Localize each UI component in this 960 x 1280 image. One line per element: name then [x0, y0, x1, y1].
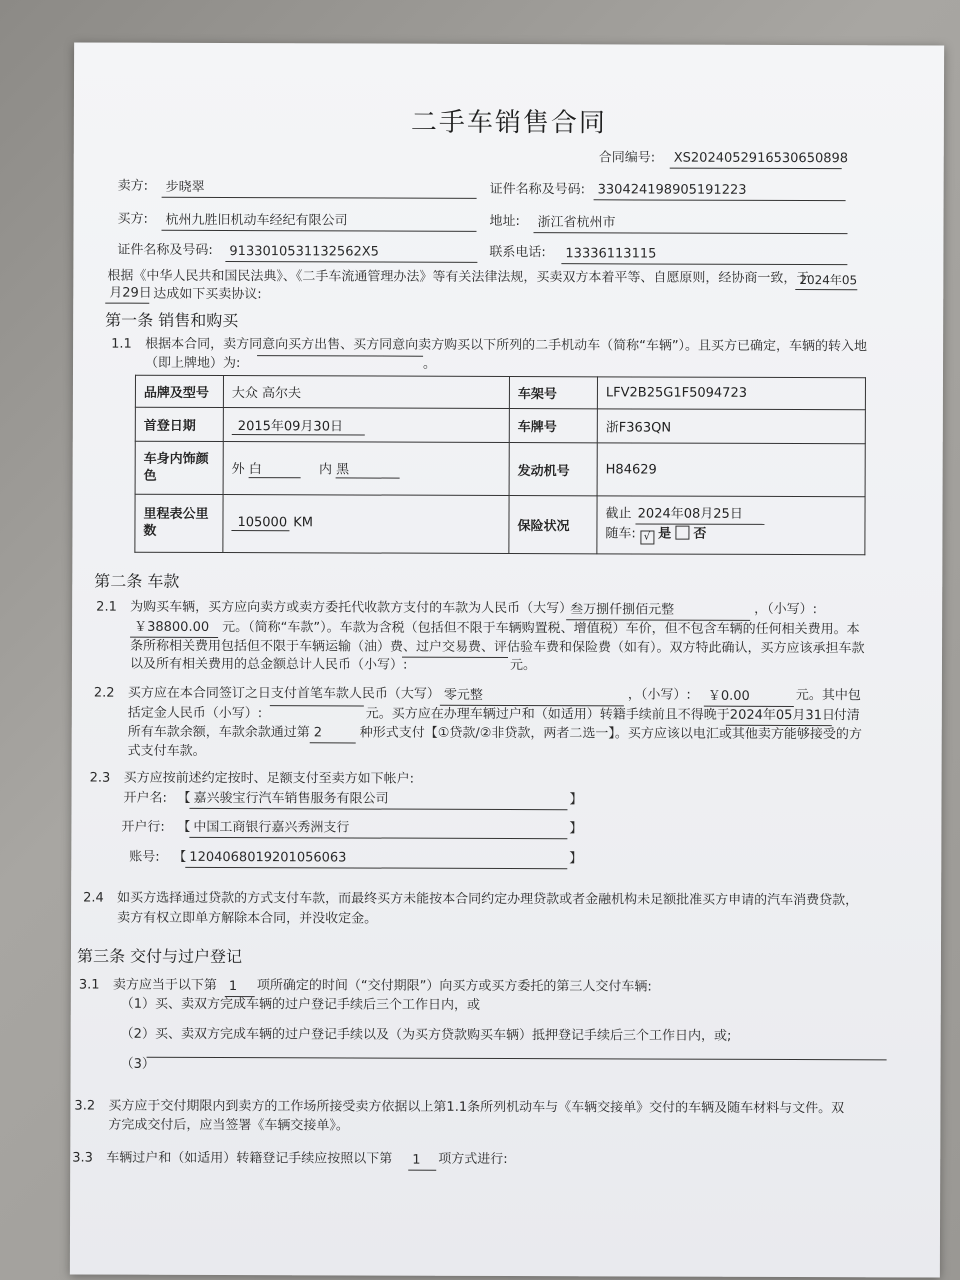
- acct-no-bracket-open: 【: [173, 849, 187, 865]
- deposit-field[interactable]: [270, 705, 364, 706]
- article1-heading: 第一条 销售和购买: [105, 310, 239, 331]
- article3-heading: 第三条 交付与过户登记: [76, 946, 243, 967]
- vin-value: LFV2B25G1F5094723: [597, 377, 865, 410]
- seller-id-label: 证件名称及号码:: [489, 181, 586, 198]
- first-payment-small-field[interactable]: ￥0.00: [704, 688, 794, 707]
- insurance-cell: [597, 495, 865, 554]
- ins-with-label: 随车:: [605, 526, 636, 542]
- int-label: 内: [318, 462, 333, 478]
- vehicle-table: [134, 375, 866, 556]
- reg-date-label: 首登日期: [135, 407, 223, 441]
- buyer-phone-field[interactable]: 13336113115: [561, 245, 847, 265]
- p23-line1: 买方应按前述约定按时、足额支付至卖方如下帐户:: [123, 770, 415, 787]
- p24-num: 2.4: [83, 890, 104, 906]
- reg-date-cell: [223, 408, 509, 443]
- p24-line2: 卖方有权立即单方解除本合同，并没收定金。: [117, 910, 378, 927]
- p21-line4: 以及所有相关费用的总金额总计人民币（小写）:: [129, 656, 408, 673]
- p21-small-label: ，（小写）:: [754, 601, 818, 618]
- p11-num: 1.1: [111, 336, 132, 352]
- payment-method-field[interactable]: 2: [310, 724, 356, 743]
- p22-line4: 式支付车款。: [127, 743, 206, 759]
- engine-label: 发动机号: [509, 443, 597, 496]
- bank-label: 开户行:: [121, 819, 165, 835]
- ext-color-value[interactable]: 白: [249, 458, 301, 478]
- p21-line1: 为购买车辆，买方应向卖方或卖方委托代收款方支付的车款为人民币（大写）: [130, 599, 573, 617]
- p31-line1a: 卖方应当于以下第: [112, 977, 217, 993]
- p11-end: 。: [423, 356, 437, 372]
- contract-paper: [70, 42, 944, 1277]
- acct-no-label: 账号:: [129, 849, 160, 865]
- engine-value: H84629: [597, 443, 865, 496]
- p22-line3-end: 种形式支付【①贷款/②非贷款，两者二选一】。买方应该以电汇或其他卖方能够接受的方: [359, 725, 862, 743]
- plate-value: 浙F363QN: [597, 409, 865, 444]
- bank-field[interactable]: 中国工商银行嘉兴秀洲支行: [189, 819, 567, 839]
- preamble-date-b[interactable]: 月29日: [105, 285, 149, 304]
- buyer-phone-label: 联系电话:: [489, 244, 546, 261]
- p11-line2: （即上牌地）为:: [145, 355, 241, 372]
- p31-option3-field[interactable]: [147, 1057, 887, 1061]
- p21-line2: 元。（简称“车款”）。车款为含税（包括但不限于车辆购置税、增值税）车价，但不包含车辆的任何相关费用。本: [222, 620, 860, 638]
- p11-line1: 根据本合同，卖方同意向买方出售、买方同意向卖方购买以下所列的二手机动车（简称“车辆”）。且买方已确定，车辆的转入地: [145, 336, 868, 355]
- acct-name-bracket-close: 】: [569, 792, 583, 808]
- odometer-label: 里程表公里数: [135, 494, 223, 553]
- acct-no-bracket-close: 】: [569, 851, 583, 867]
- contract-no-field[interactable]: XS2024052916530650898: [670, 150, 842, 170]
- acct-name-bracket-open: 【: [177, 790, 191, 806]
- price-small-field[interactable]: ￥38800.00: [130, 619, 218, 638]
- acct-name-field[interactable]: 嘉兴骏宝行汽车销售服务有限公司: [189, 790, 567, 810]
- buyer-field[interactable]: 杭州九胜旧机动车经纪有限公司: [161, 212, 476, 232]
- p32-line2: 方完成交付后，应当签署《车辆交接单》。: [108, 1117, 349, 1134]
- buyer-label: 买方:: [117, 211, 148, 227]
- p22-line2-mid: 元。买方应在办理车辆过户和（如适用）转籍手续前且不得晚于: [365, 706, 730, 723]
- p31-option2: （2）买、卖双方完成车辆的过户登记手续以及（为买方贷款购买车辆）抵押登记手续后三个工作日内，或;: [120, 1026, 732, 1044]
- plate-label: 车牌号: [509, 409, 597, 443]
- p32-line1: 买方应于交付期限内到卖方的工作场所接受卖方依据以上第1.1条所列机动车与《车辆交接单》交付的车辆及随车材料与文件。双: [108, 1098, 845, 1117]
- p22-line2: 括定金人民币（小写）:: [127, 705, 263, 722]
- page-title: 二手车销售合同: [410, 107, 607, 139]
- acct-no-field[interactable]: 1204068019201056063: [185, 849, 567, 869]
- p22-line3: 所有车款余额，车款余款通过第: [127, 724, 310, 741]
- ins-until-label: 截止: [605, 506, 632, 522]
- first-payment-upper-field[interactable]: 零元整: [440, 687, 624, 707]
- buyer-addr-label: 地址:: [489, 213, 520, 230]
- p33-line1a: 车辆过户和（如适用）转籍登记手续应按照以下第: [106, 1150, 393, 1167]
- p33-line1b: 项方式进行:: [438, 1151, 508, 1168]
- reg-date-value[interactable]: 2015年09月30日: [232, 415, 365, 435]
- no-label: 否: [693, 526, 707, 543]
- p31-line1b: 项所确定的时间（“交付期限”）向买方或买方委托的第三人交付车辆:: [256, 978, 652, 995]
- p32-num: 3.2: [74, 1098, 96, 1114]
- color-label: 车身内饰颜色: [135, 442, 223, 495]
- checkbox-yes[interactable]: √: [640, 531, 654, 545]
- buyer-id-field[interactable]: 9133010531132562X5: [225, 243, 477, 263]
- p21-line3: 条所称相关费用包括但不限于车辆运输（油）费、过户交易费、评估验车费和保险费（如有）。双方特此确认，买方应该承担车款: [130, 638, 865, 657]
- transfer-option-field[interactable]: 1: [408, 1152, 436, 1171]
- p31-option1: （1）买、卖双方完成车辆的过户登记手续后三个工作日内，或: [120, 996, 481, 1013]
- transfer-location-field[interactable]: [257, 355, 423, 357]
- bank-bracket-close: 】: [569, 821, 583, 837]
- odometer-value[interactable]: 105000: [231, 515, 289, 531]
- p22-line1: 买方应在本合同签订之日支付首笔车款人民币（大写）: [127, 685, 440, 702]
- odometer-unit: KM: [293, 515, 314, 531]
- seller-label: 卖方:: [117, 178, 149, 194]
- color-cell: [223, 442, 509, 495]
- vin-label: 车架号: [509, 377, 597, 409]
- preamble-line1: 根据《中华人民共和国民法典》、《二手车流通管理办法》等有关法律法规，买卖双方本着平等、自愿原则，经协商一致，于: [107, 268, 810, 287]
- yes-label: 是: [658, 526, 672, 542]
- p22-line2-end: 付清: [833, 708, 860, 724]
- brand-label: 品牌及型号: [135, 375, 223, 407]
- seller-field[interactable]: 步晓翠: [162, 179, 477, 199]
- bank-bracket-open: 【: [177, 819, 191, 835]
- p21-num: 2.1: [96, 599, 117, 615]
- insurance-label: 保险状况: [509, 495, 597, 554]
- p21-line4-end: 元。: [509, 658, 537, 674]
- preamble-line2: 达成如下买卖协议:: [153, 286, 262, 303]
- seller-id-field[interactable]: 330424198905191223: [594, 181, 846, 201]
- p22-line1-end: 元。其中包: [795, 688, 861, 704]
- buyer-addr-field[interactable]: 浙江省杭州市: [533, 214, 847, 234]
- article2-heading: 第二条 车款: [94, 571, 180, 591]
- p23-num: 2.3: [89, 770, 111, 786]
- preamble-date-a[interactable]: 2024年05: [795, 271, 857, 290]
- int-color-value[interactable]: 黑: [336, 458, 400, 478]
- payoff-date-field[interactable]: 2024年05月31日: [726, 707, 832, 726]
- price-upper-field[interactable]: 叁万捌仟捌佰元整: [566, 601, 750, 621]
- total-amount-field[interactable]: [402, 657, 508, 658]
- buyer-id-label: 证件名称及号码:: [117, 242, 213, 258]
- p22-num: 2.2: [93, 685, 115, 701]
- delivery-option-field[interactable]: 1: [225, 978, 255, 997]
- p22-small-label: ，（小写）:: [627, 687, 691, 703]
- ins-until-value[interactable]: 2024年08月25日: [636, 505, 765, 525]
- brand-value: 大众 高尔夫: [223, 376, 509, 409]
- p24-line1: 如买方选择通过贷款的方式支付车款，而最终买方未能按本合同约定办理贷款或者金融机构未足额批准买方申请的汽车消费贷款，: [117, 890, 859, 909]
- p33-num: 3.3: [72, 1150, 93, 1166]
- p31-option3-label: （3）: [120, 1056, 155, 1072]
- contract-no-label: 合同编号:: [598, 150, 656, 166]
- p31-num: 3.1: [78, 977, 100, 993]
- checkbox-no[interactable]: [675, 526, 689, 540]
- acct-name-label: 开户名:: [123, 790, 167, 806]
- odometer-cell: [223, 494, 509, 553]
- ext-label: 外: [231, 462, 245, 478]
